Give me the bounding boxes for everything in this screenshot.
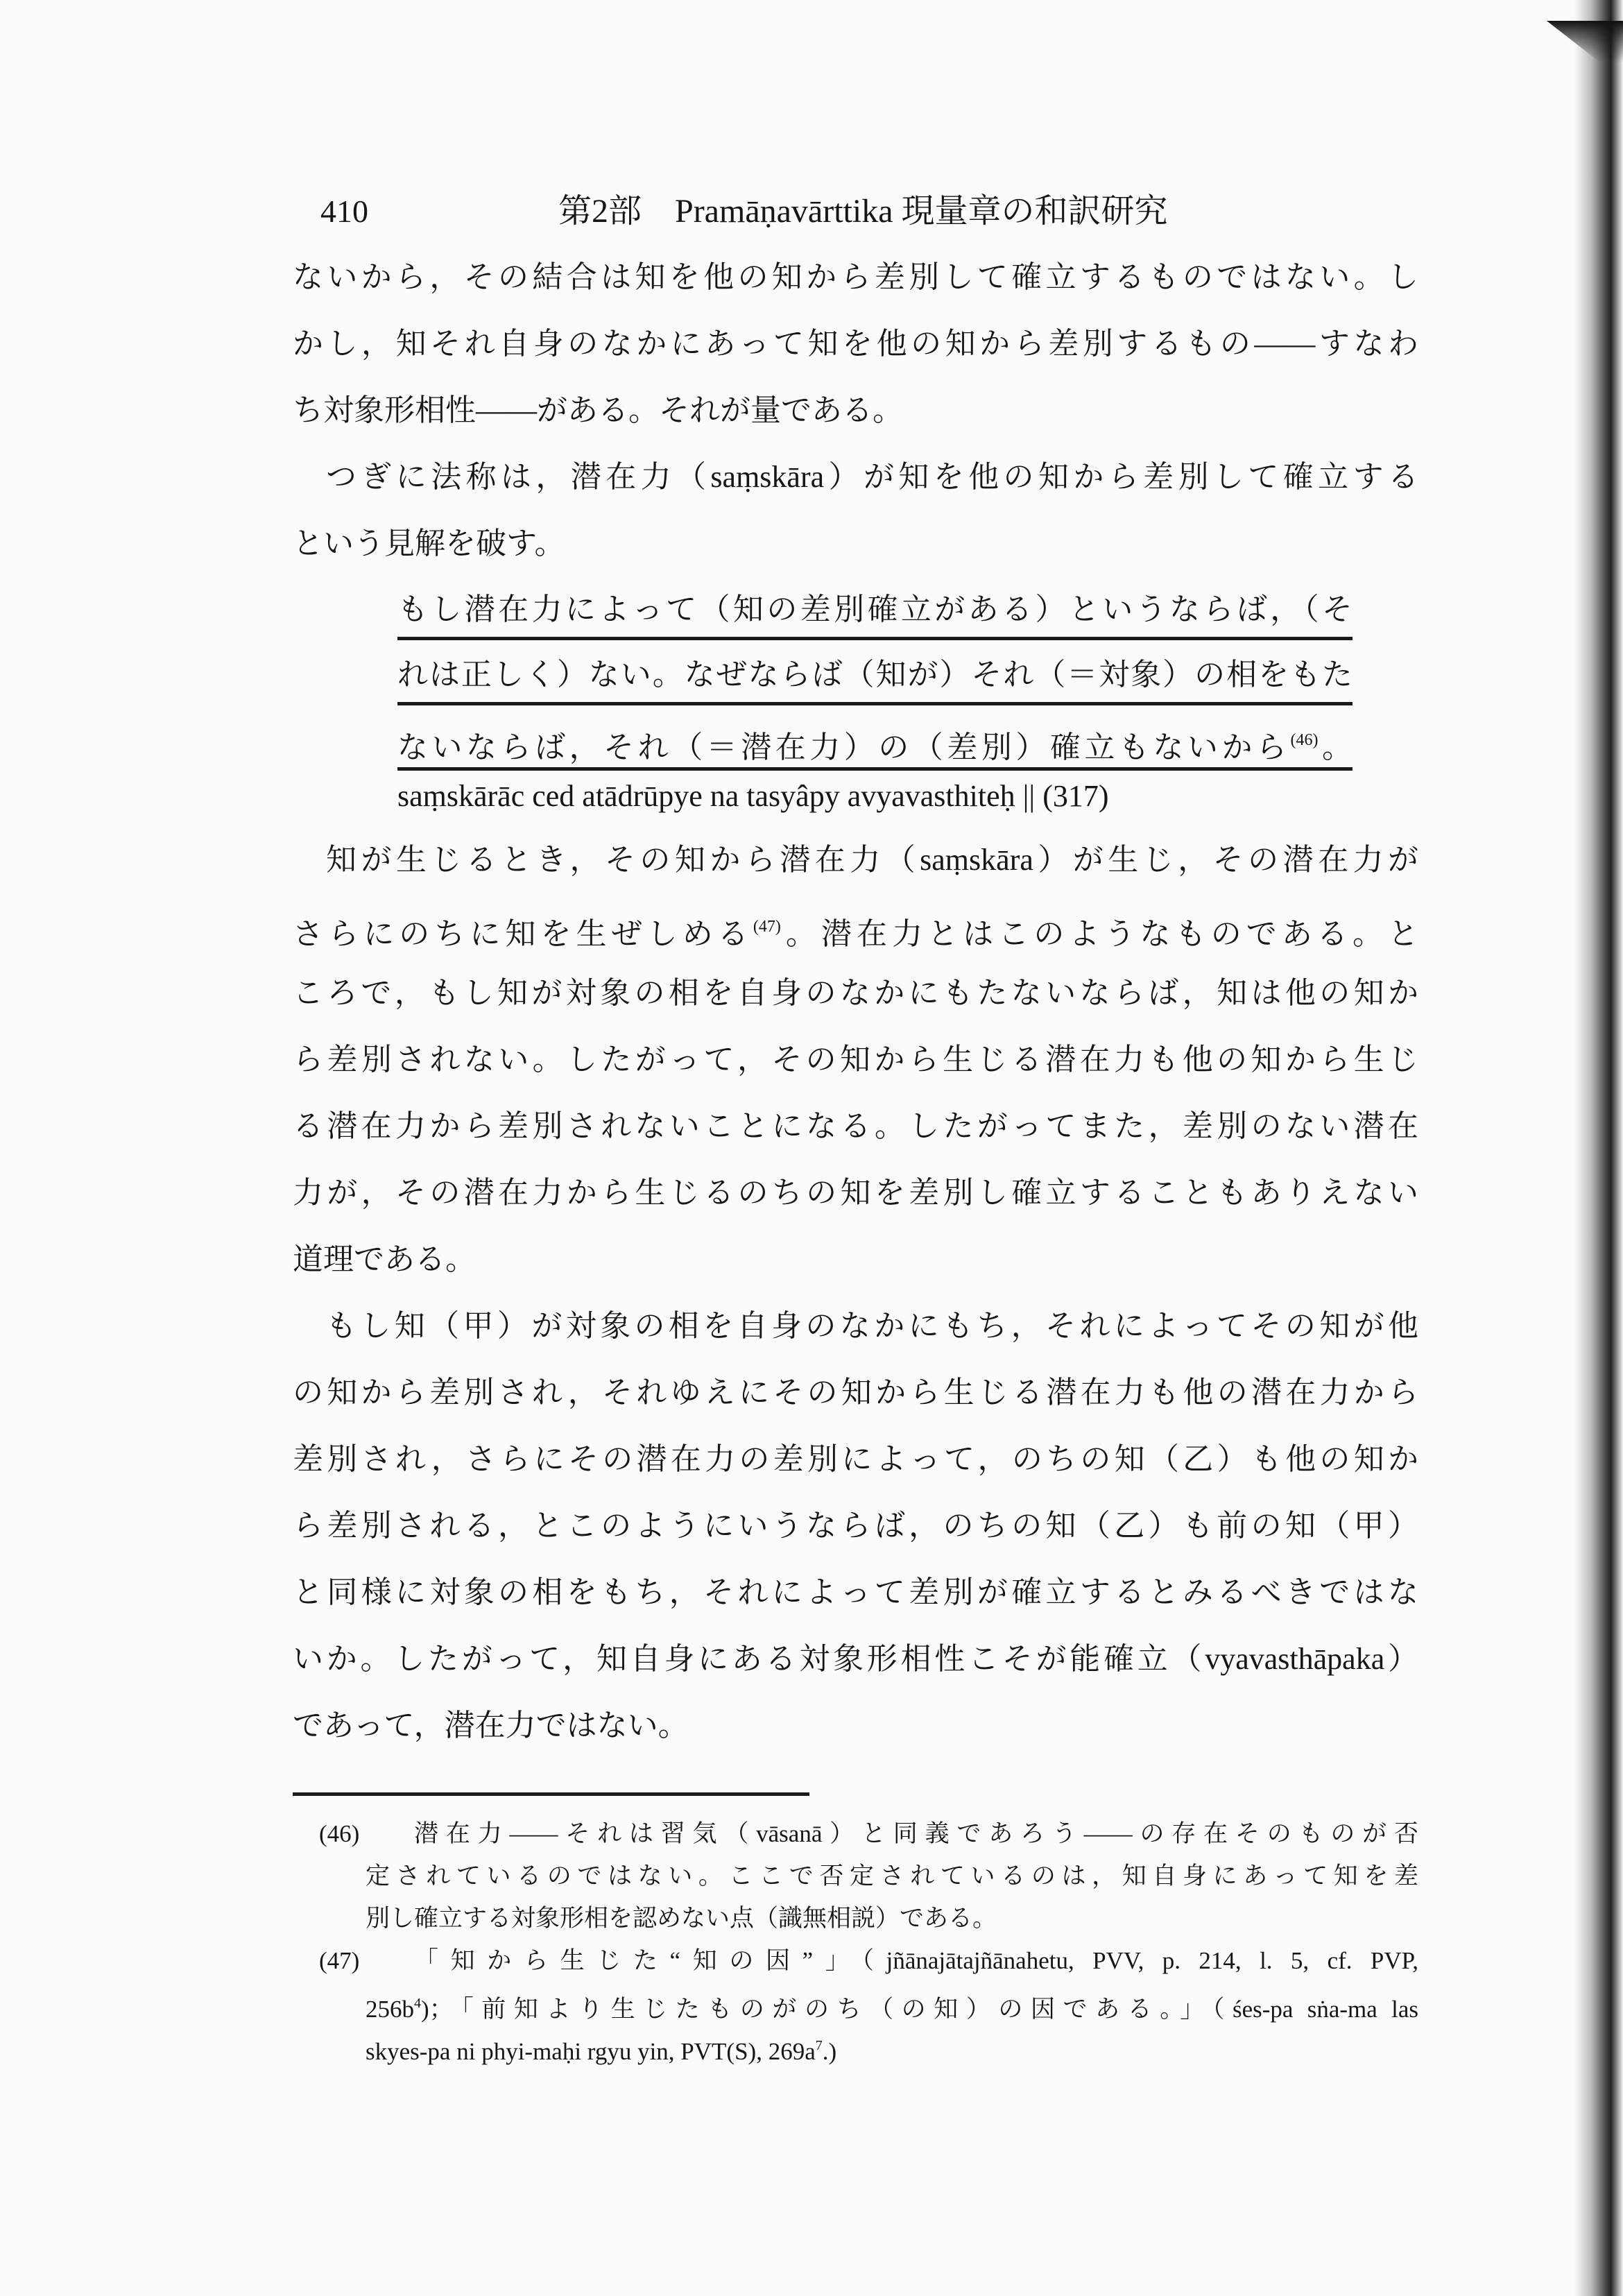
line-text: 道理である。 xyxy=(293,1242,476,1276)
verse-line xyxy=(397,709,1352,771)
verse-line xyxy=(397,644,1352,705)
line-text: skyes-pa ni phyi-maḥi rgyu yin, PVT(S), 269a xyxy=(366,2038,816,2065)
line-text: 力が，その潜在力から生じるのちの知を差別し確立することもありえない xyxy=(293,1176,1418,1210)
footnote-ref: 4 xyxy=(414,1996,421,2011)
body-line xyxy=(293,1226,1418,1293)
footnote-line xyxy=(366,2025,1418,2066)
running-title: 第2部 Pramāṇavārttika 現量章の和訳研究 xyxy=(558,193,1168,230)
line-text: る潜在力から差別されないことになる。したがってまた，差別のない潜在 xyxy=(293,1109,1418,1143)
body-line xyxy=(293,960,1418,1027)
body-line: いか。したがって，知自身にある対象形相性こそが能確立（vyavasthāpaka） xyxy=(293,1642,1418,1676)
body-line: ないから，その結合は知を他の知から差別して確立するものではない。し xyxy=(293,260,1418,294)
line-text: 別し確立する対象形相を認めない点（識無相説）である。 xyxy=(366,1905,997,1932)
line-text: 。 xyxy=(1318,730,1353,764)
body-line xyxy=(293,1093,1418,1160)
footnote-line xyxy=(366,1856,1418,1897)
footnote-ref: (47) xyxy=(753,918,781,936)
body-line: であって，潜在力ではない。 xyxy=(293,1708,689,1742)
line-text: ないならば，それ（＝潜在力）の（差別）確立もないから xyxy=(397,730,1291,764)
verse-line xyxy=(397,579,1352,640)
sanskrit-verse: saṃskārāc ced atādrūpye na tasyâpy avyavasthiteḥ || (317) xyxy=(397,779,1109,813)
body-line: ら差別される，とこのようにいうならば，のちの知（乙）も前の知（甲） xyxy=(293,1509,1418,1543)
footnote-number: (47) xyxy=(319,1947,360,1974)
book-binding-shadow xyxy=(1574,0,1623,2296)
line-text: れは正しく）ない。なぜならば（知が）それ（＝対象）の相をもた xyxy=(397,658,1352,692)
body-line xyxy=(293,893,1418,960)
body-line: と同様に対象の相をもち，それによって差別が確立するとみるべきではな xyxy=(293,1575,1418,1609)
footnote-ref: 7 xyxy=(815,2038,823,2053)
line-text: 。潜在力とはこのようなものである。と xyxy=(780,917,1419,951)
line-text: .) xyxy=(822,2038,837,2065)
footnote-line xyxy=(366,1898,1418,1939)
line-text: さらにのちに知を生ぜしめる xyxy=(293,917,753,951)
body-line: もし知（甲）が対象の相を自身のなかにもち，それによってその知が他 xyxy=(326,1309,1418,1343)
line-text: もし潜在力によって（知の差別確立がある）というならば，（そ xyxy=(397,592,1352,626)
page-number: 410 xyxy=(320,194,368,229)
line-text: 「知から生じた“知の因”」（jñānajātajñānahetu, PVV, p. 214, l. 5, cf. PVP, xyxy=(414,1947,1418,1974)
body-line: ち対象形相性——がある。それが量である。 xyxy=(293,393,903,427)
line-text: ら差別されない。したがって，その知から生じる潜在力も他の知から生じ xyxy=(293,1043,1418,1077)
footnote-divider xyxy=(293,1792,809,1796)
body-line: という見解を破す。 xyxy=(293,526,565,560)
body-line xyxy=(293,1160,1418,1226)
footnote-number: (46) xyxy=(319,1820,360,1847)
body-line: つぎに法称は，潜在力（saṃskāra）が知を他の知から差別して確立する xyxy=(326,460,1418,494)
line-text: 定されているのではない。ここで否定されているのは，知自身にあって知を差 xyxy=(366,1862,1418,1890)
line-text: 知が生じるとき，その知から潜在力（saṃskāra）が生じ，その潜在力が xyxy=(326,843,1418,877)
footnote-line xyxy=(414,1940,1418,1982)
body-line: かし，知それ自身のなかにあって知を他の知から差別するもの——すなわ xyxy=(293,327,1418,361)
footnote-ref: (46) xyxy=(1290,731,1319,749)
line-text: ころで，もし知が対象の相を自身のなかにもたないならば，知は他の知か xyxy=(293,976,1418,1010)
footnote-line xyxy=(366,1982,1418,2024)
body-line: 差別され，さらにその潜在力の差別によって，のちの知（乙）も他の知か xyxy=(293,1442,1418,1476)
line-text: 潜在力——それは習気（vāsanā）と同義であろう——の存在そのものが否 xyxy=(414,1820,1418,1847)
body-line xyxy=(293,1027,1418,1093)
line-text: )；「前知より生じたものがのち（の知）の因である。」（śes-pa sṅa-ma las xyxy=(421,1996,1418,2023)
body-line: の知から差別され，それゆえにその知から生じる潜在力も他の潜在力から xyxy=(293,1376,1418,1410)
line-text: 256b xyxy=(366,1996,414,2023)
footnote-line xyxy=(414,1813,1418,1855)
body-line xyxy=(326,827,1418,893)
